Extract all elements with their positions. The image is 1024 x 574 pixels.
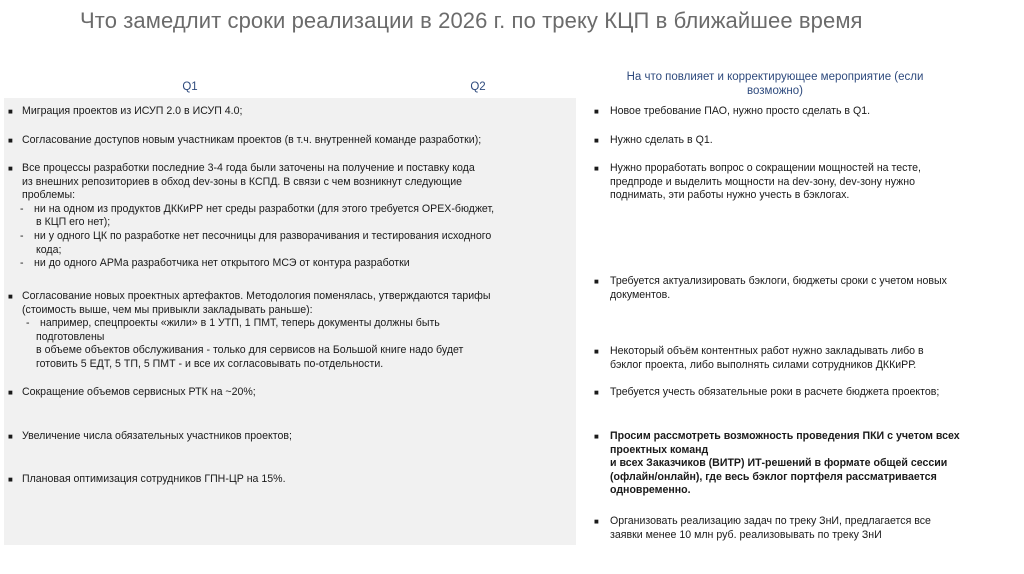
- item-text: Требуется актуализировать бэклоги, бюджеты сроки с учетом новых: [610, 275, 947, 287]
- item-text: Миграция проектов из ИСУП 2.0 в ИСУП 4.0;: [22, 105, 243, 117]
- item-text: проблемы:: [22, 189, 76, 202]
- item-text: Нужно проработать вопрос о сокращении мощностей на тесте,: [610, 162, 922, 174]
- bullet-icon: ■: [8, 388, 13, 397]
- bullet-icon: ■: [8, 164, 13, 173]
- list-item: [594, 515, 931, 542]
- item-text: проектных команд: [610, 443, 709, 456]
- item-text: ни на одном из продуктов ДККиРР нет среды разработки (для этого требуется OPEX-бюджет,: [34, 202, 495, 215]
- bullet-icon: ■: [8, 292, 13, 301]
- item-text: Все процессы разработки последние 3-4 года были заточены на получение и поставку кода: [22, 162, 475, 174]
- item-text: (стоимость выше, чем мы привыкли закладывать раньше):: [22, 303, 313, 316]
- list-item: [594, 430, 960, 498]
- bullet-icon: ■: [594, 388, 599, 397]
- list-item: [8, 386, 256, 400]
- bullet-icon: ■: [594, 136, 599, 145]
- list-item: [8, 473, 286, 487]
- bullet-icon: ■: [594, 164, 599, 173]
- dash-icon: -: [20, 257, 24, 270]
- item-text: Новое требование ПАО, нужно просто сделать в Q1.: [610, 105, 871, 117]
- header-impact-line1: На что повлияет и корректирующее мероприятие (если: [626, 71, 924, 83]
- item-text: одновременно.: [610, 484, 691, 497]
- item-text: ни у одного ЦК по разработке нет песочницы для разворачивания и тестирования исходного: [34, 229, 492, 242]
- item-text: Согласование новых проектных артефактов. Методология поменялась, утверждаются тарифы: [22, 290, 491, 302]
- bullet-icon: ■: [8, 136, 13, 145]
- item-text: предпроде и выделить мощности на dev-зону, dev-зону нужно: [610, 175, 915, 188]
- item-text: и всех Заказчиков (ВИТР) ИТ-решений в формате общей сессии: [610, 457, 948, 470]
- list-item: [594, 162, 922, 203]
- bullet-icon: ■: [594, 347, 599, 356]
- item-text: в КЦП его нет);: [36, 216, 111, 229]
- item-text: кода;: [36, 243, 62, 256]
- bullet-icon: ■: [594, 517, 599, 526]
- item-text: готовить 5 ЕДТ, 5 ТП, 5 ПМТ - и все их согласовывать по-отдельности.: [36, 357, 384, 370]
- bullet-icon: ■: [594, 107, 599, 116]
- list-item: [8, 430, 292, 444]
- item-text: Согласование доступов новым участникам проектов (в т.ч. внутренней команде разработки);: [22, 134, 482, 146]
- list-item: [594, 134, 713, 148]
- bullet-icon: ■: [8, 107, 13, 116]
- dash-icon: -: [20, 229, 24, 242]
- item-text: документов.: [610, 288, 671, 301]
- item-text: Сокращение объемов сервисных РТК на ~20%;: [22, 386, 256, 398]
- bullet-icon: ■: [8, 432, 13, 441]
- list-item: [594, 105, 871, 119]
- list-item: [594, 386, 940, 400]
- item-text: Требуется учесть обязательные роки в расчете бюджета проектов;: [610, 386, 940, 398]
- item-text: заявки менее 10 млн руб. реализовывать по треку ЗнИ: [610, 528, 882, 541]
- bullet-icon: ■: [8, 475, 13, 484]
- item-text: Просим рассмотреть возможность проведения ПКИ с учетом всех: [610, 430, 960, 442]
- item-text: Нужно сделать в Q1.: [610, 134, 713, 146]
- item-text: Организовать реализацию задач по треку ЗнИ, предлагается все: [610, 515, 931, 527]
- item-text: поднимать, эти работы нужно учесть в бэклогах.: [610, 189, 850, 202]
- list-item: [8, 290, 491, 372]
- header-q2: Q2: [470, 81, 486, 93]
- list-item: [8, 134, 482, 148]
- header-q1: Q1: [182, 81, 198, 93]
- list-item: [8, 105, 243, 119]
- item-text: из внешних репозиториев в обход dev-зоны в КСПД. В связи с чем возникнут следующие: [22, 175, 463, 188]
- item-text: подготовлены: [36, 330, 105, 343]
- item-text: ни до одного АРМа разработчика нет открытого МСЭ от контура разработки: [34, 257, 410, 270]
- dash-icon: -: [20, 202, 24, 215]
- header-impact: [580, 70, 970, 98]
- header-impact-line2: возможно): [747, 85, 803, 97]
- item-text: Увеличение числа обязательных участников проектов;: [22, 430, 292, 442]
- item-text: например, спецпроекты «жили» в 1 УТП, 1 ПМТ, теперь документы должны быть: [40, 317, 440, 330]
- list-item: [594, 345, 924, 372]
- item-text: (офлайн/онлайн), где весь бэклог портфеля рассматривается: [610, 470, 937, 483]
- dash-icon: -: [26, 317, 30, 330]
- bullet-icon: ■: [594, 277, 599, 286]
- page-title: Что замедлит сроки реализации в 2026 г. по треку КЦП в ближайшее время: [80, 8, 863, 33]
- item-text: Некоторый объём контентных работ нужно закладывать либо в: [610, 345, 924, 357]
- bullet-icon: ■: [594, 432, 599, 441]
- list-item: [8, 162, 495, 271]
- item-text: бэклог проекта, либо выполнять силами сотрудников ДККиРР.: [610, 358, 917, 371]
- item-text: в объеме объектов обслуживания - только для сервисов на Большой книге надо будет: [36, 344, 464, 357]
- list-item: [594, 275, 947, 302]
- item-text: Плановая оптимизация сотрудников ГПН-ЦР на 15%.: [22, 473, 286, 485]
